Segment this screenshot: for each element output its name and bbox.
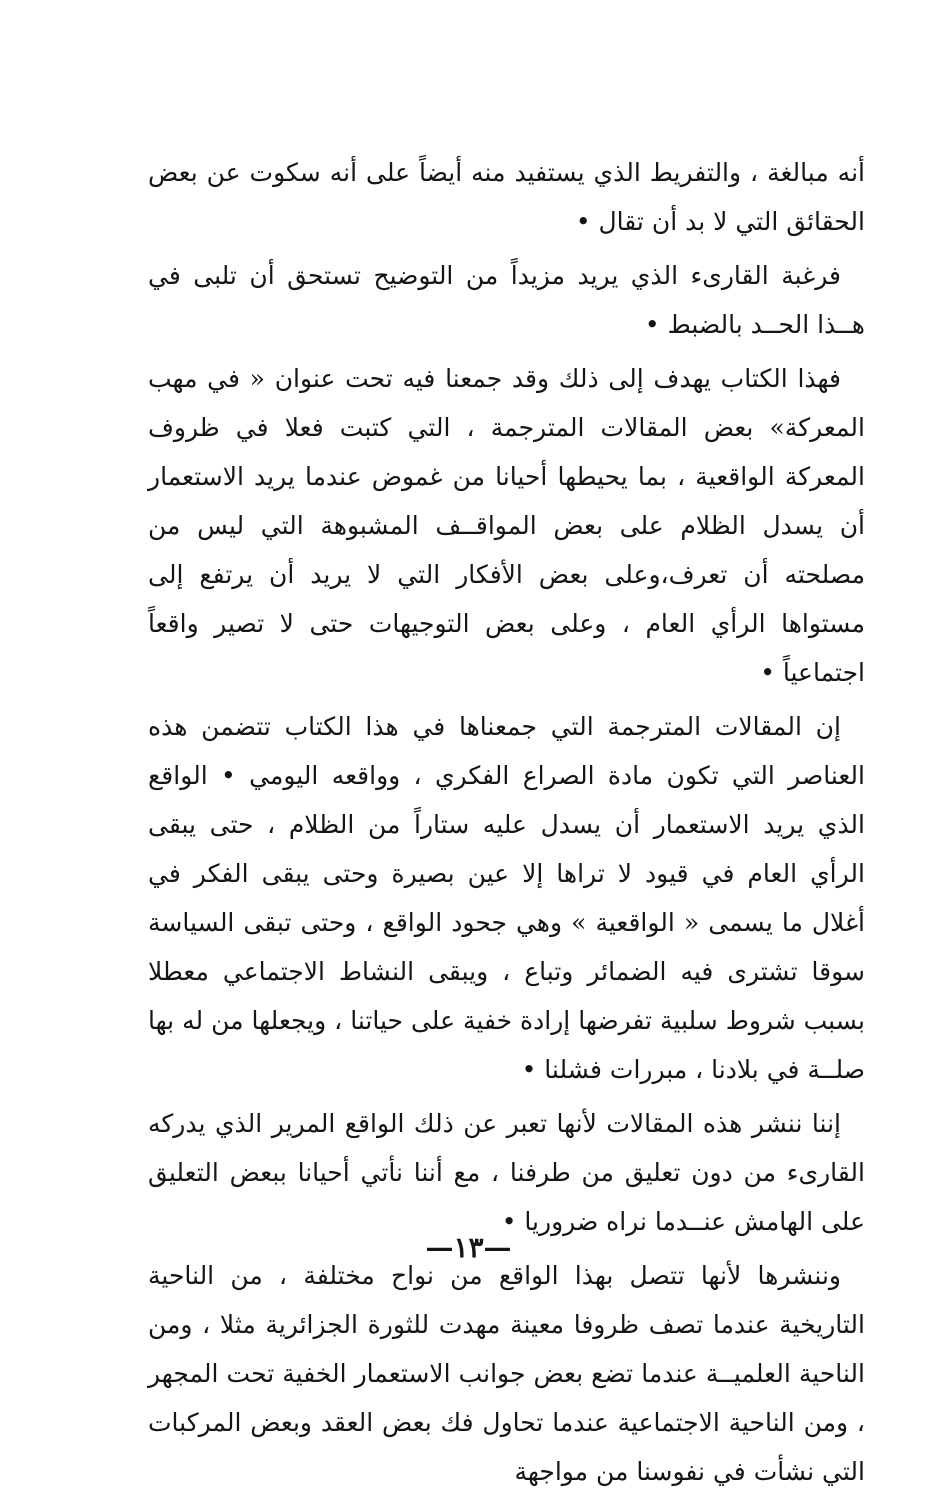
page-number: —١٣— bbox=[425, 1231, 512, 1264]
paragraph-continuation: أنه مبالغة ، والتفريط الذي يستفيد منه أيضاً على أنه سكوت عن بعض الحقائق التي لا بد أن تقال • bbox=[148, 158, 865, 236]
paragraph: إننا ننشر هذه المقالات لأنها تعبر عن ذلك الواقع المرير الذي يدركه القارىء من دون تعليق من طرفنا ، مع أننا نأتي أحيانا ببعض التعليق على الهامش عنــدما نراه ضروريا • bbox=[148, 1109, 865, 1236]
paragraph: فهذا الكتاب يهدف إلى ذلك وقد جمعنا فيه تحت عنوان « في مهب المعركة» بعض المقالات المترجمة ، التي كتبت فعلا في ظروف المعركة الواقعية ، بما يحيطها أحيانا من غموض عندما يريد الاستعمار أن يسدل الظلام على بعض المواقــف المشبوهة التي ليس من مصلحته أن تعرف،وعلى بعض الأفكار التي لا يريد أن يرتفع إلى مستواها الرأي العام ، وعلى بعض التوجيهات حتى لا تصير واقعاً اجتماعياً • bbox=[148, 364, 865, 687]
paragraph: وننشرها لأنها تتصل بهذا الواقع من نواح مختلفة ، من الناحية التاريخية عندما تصف ظروفا معينة مهدت للثورة الجزائرية مثلا ، ومن الناحية العلميــة عندما تضع بعض جوانب الاستعمار الخفية تحت المجهر ، ومن الناحية الاجتماعية عندما تحاول فك بعض العقد وبعض المركبات التي نشأت في نفوسنا من مواجهة bbox=[148, 1261, 865, 1486]
paragraph: إن المقالات المترجمة التي جمعناها في هذا الكتاب تتضمن هذه العناصر التي تكون مادة الصراع الفكري ، وواقعه اليومي • الواقع الذي يريد الاستعمار أن يسدل عليه ستاراً من الظلام ، حتى يبقى الرأي العام في قيود لا تراها إلا عين بصيرة وحتى يبقى الفكر في أغلال ما يسمى « الواقعية » وهي جحود الواقع ، وحتى تبقى السياسة سوقا تشترى فيه الضمائر وتباع ، ويبقى النشاط الاجتماعي معطلا بسبب شروط سلبية تفرضها إرادة خفية على حياتنا ، ويجعلها من له بها صلــة في بلادنا ، مبررات فشلنا • bbox=[148, 712, 865, 1084]
paragraph: فرغبة القارىء الذي يريد مزيداً من التوضيح تستحق أن تلبى في هــذا الحــد بالضبط • bbox=[148, 261, 865, 339]
body-text bbox=[148, 148, 865, 1501]
